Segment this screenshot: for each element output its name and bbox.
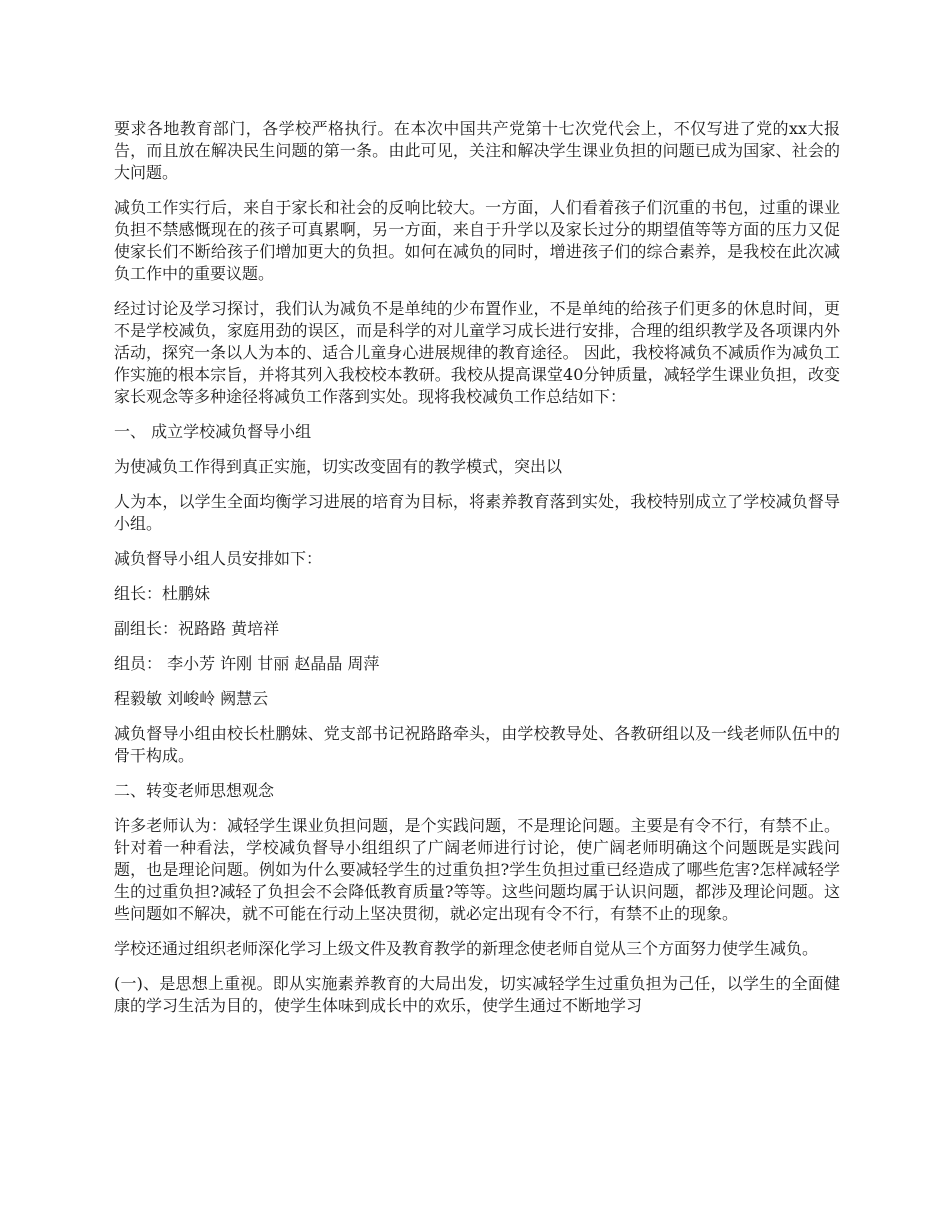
paragraph: 许多老师认为：减轻学生课业负担问题，是个实践问题，不是理论问题。主要是有令不行，有禁不止。针对着一种看法，学校减负督导小组组织了广阔老师进行讨论，使广阔老师明确这个问题既是实践问题，也是理论问题。例如为什么要减轻学生的过重负担?学生负担过重已经造成了哪些危害?怎样减轻学生的过重负担?减轻了负担会不会降低教育质量?等等。这些问题均属于认识问题，都涉及理论问题。这些问题如不解决，就不可能在行动上坚决贯彻，就必定出现有令不行，有禁不止的现象。 [114,816,840,923]
paragraph: 减负工作实行后，来自于家长和社会的反响比较大。一方面，人们看着孩子们沉重的书包，过重的课业负担不禁感慨现在的孩子可真累啊，另一方面，来自于升学以及家长过分的期望值等等方面的压力又促使家长们不断给孩子们增加更大的负担。如何在减负的同时，增进孩子们的综合素养，是我校在此次减负工作中的重要议题。 [114,198,840,283]
paragraph: 减负督导小组人员安排如下： [114,549,323,568]
paragraph: 组员： 李小芳 许刚 甘丽 赵晶晶 周萍 [114,654,380,673]
paragraph: 组长：杜鹏妹 [114,584,211,603]
section-heading: 一、 成立学校减负督导小组 [114,422,312,441]
paragraph: 学校还通过组织老师深化学习上级文件及教育教学的新理念使老师自觉从三个方面努力使学生减负。 [114,939,819,958]
paragraph: 人为本，以学生全面均衡学习进展的培育为目标，将素养教育落到实处，我校特别成立了学校减负督导小组。 [114,492,840,533]
paragraph: 经过讨论及学习探讨，我们认为减负不是单纯的少布置作业，不是单纯的给孩子们更多的休息时间，更不是学校减负，家庭用劲的误区，而是科学的对儿童学习成长进行安排，合理的组织教学及各项课内外活动，探究一条以人为本的、适合儿童身心进展规律的教育途径。 因此，我校将减负不减质作为减负工作实施的根本宗旨，并将其列入我校校本教研。我校从提高课堂40分钟质量，减轻学生课业负担，改变家长观念等多种途径将减负工作落到实处。现将我校减负工作总结如下： [114,299,840,406]
document-page [114,118,840,1030]
paragraph: 为使减负工作得到真正实施，切实改变固有的教学模式，突出以 [114,457,563,476]
section-heading: 二、转变老师思想观念 [114,781,275,800]
paragraph: (一)、是思想上重视。即从实施素养教育的大局出发，切实减轻学生过重负担为己任，以学生的全面健康的学习生活为目的，使学生体味到成长中的欢乐，使学生通过不断地学习 [114,974,840,1015]
paragraph: 要求各地教育部门，各学校严格执行。在本次中国共产党第十七次党代会上，不仅写进了党的xx大报告，而且放在解决民生问题的第一条。由此可见，关注和解决学生课业负担的问题已成为国家、社会的大问题。 [114,119,840,182]
paragraph: 程毅敏 刘峻岭 阙慧云 [114,689,269,708]
paragraph: 副组长：祝路路 黄培祥 [114,619,280,638]
paragraph: 减负督导小组由校长杜鹏妹、党支部书记祝路路牵头，由学校教导处、各教研组以及一线老师队伍中的骨干构成。 [114,724,840,765]
